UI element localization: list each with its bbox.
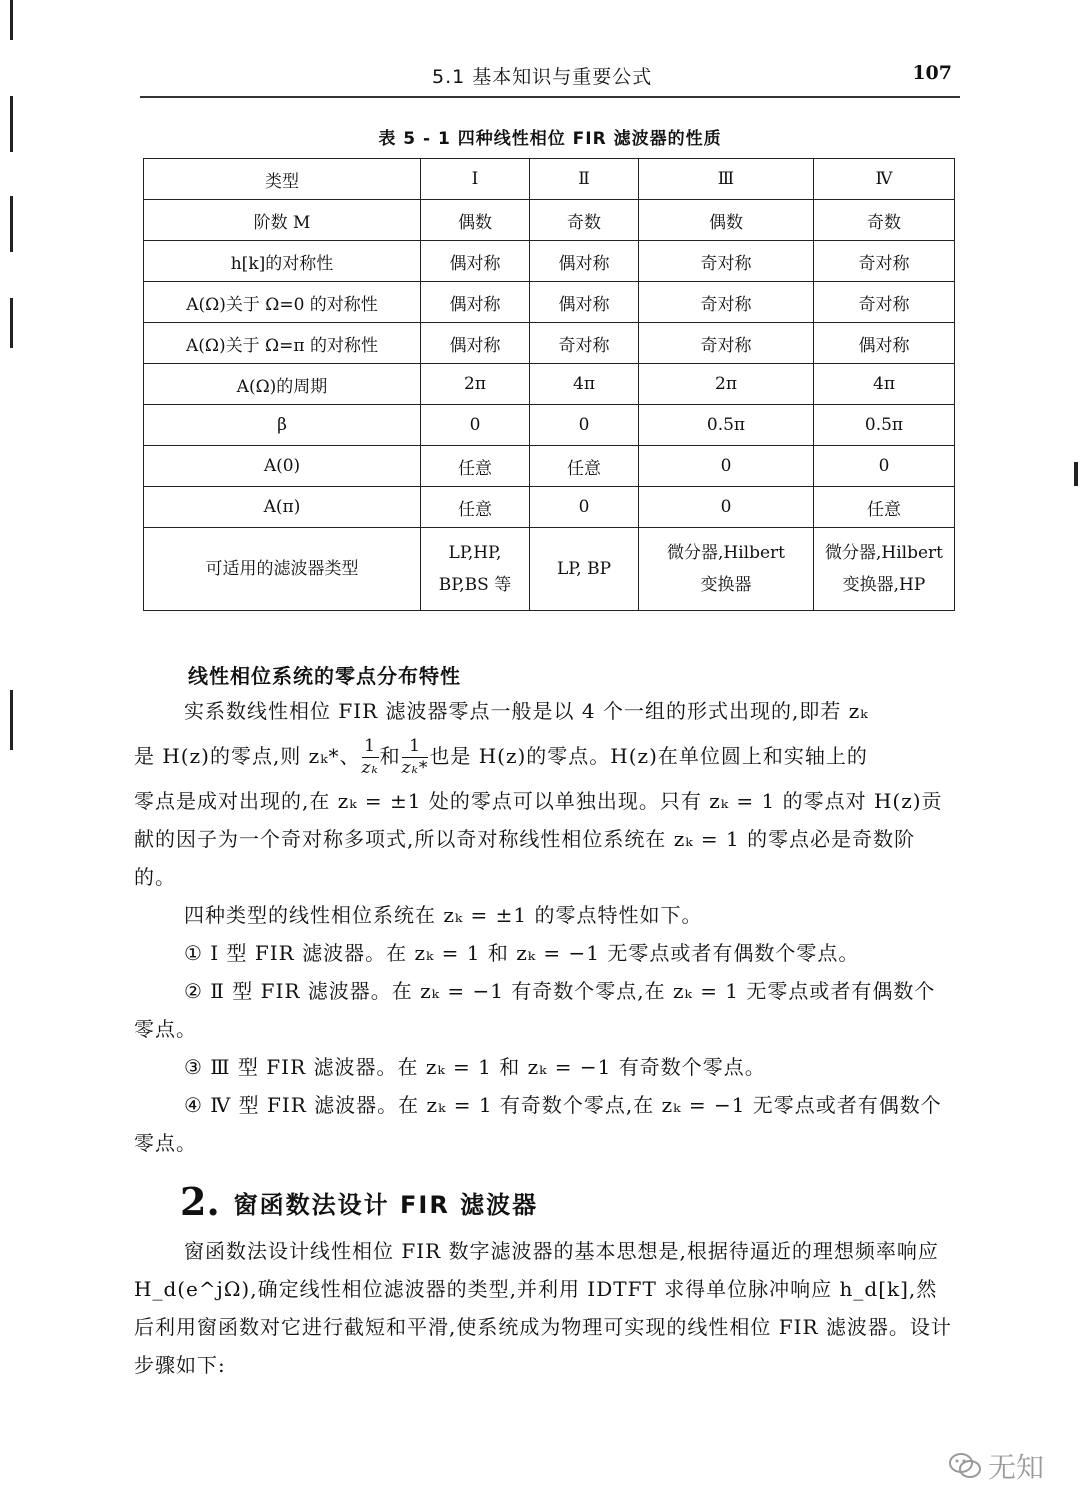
- table-cell: 0: [639, 446, 814, 487]
- table-cell: 奇数: [530, 200, 639, 241]
- table-row: [144, 487, 955, 528]
- column-header: 类型: [144, 159, 421, 200]
- table-cell: 0: [639, 487, 814, 528]
- table-cell: 奇对称: [639, 241, 814, 282]
- list-item: ④ Ⅳ 型 FIR 滤波器。在 zₖ = 1 有奇数个零点,在 zₖ = −1 无零点或者有偶数个零点。: [134, 1093, 942, 1155]
- table-cell: 奇对称: [814, 241, 955, 282]
- paragraph: 四种类型的线性相位系统在 zₖ = ±1 的零点特性如下。: [184, 903, 703, 927]
- row-label: β: [144, 405, 421, 446]
- row-label: h[k]的对称性: [144, 241, 421, 282]
- table-cell: 偶对称: [421, 241, 530, 282]
- table-row: [144, 405, 955, 446]
- table-row: [144, 323, 955, 364]
- cell-line: 微分器,Hilbert: [666, 543, 785, 563]
- scan-edge-mark: [10, 196, 13, 252]
- table-cell: 任意: [421, 446, 530, 487]
- table-header-row: [144, 159, 955, 200]
- row-label: 阶数 M: [144, 200, 421, 241]
- scan-edge-mark: [10, 298, 13, 348]
- table-cell: 2π: [421, 364, 530, 405]
- scan-edge-mark: [10, 690, 13, 750]
- column-header: Ⅱ: [530, 159, 639, 200]
- fraction-denominator: zₖ*: [401, 758, 429, 778]
- row-label: 可适用的滤波器类型: [144, 528, 421, 611]
- section-heading: [180, 1176, 538, 1224]
- table-cell: 奇对称: [639, 282, 814, 323]
- column-header: Ⅰ: [421, 159, 530, 200]
- paragraph-line: 实系数线性相位 FIR 滤波器零点一般是以 4 个一组的形式出现的,即若 zₖ: [184, 699, 869, 723]
- table-cell: 偶对称: [421, 282, 530, 323]
- table-row: [144, 241, 955, 282]
- table-row: [144, 446, 955, 487]
- table-cell: 0: [530, 405, 639, 446]
- fraction-denominator: zₖ: [361, 758, 379, 778]
- list-item: ③ Ⅲ 型 FIR 滤波器。在 zₖ = 1 和 zₖ = −1 有奇数个零点。: [184, 1055, 766, 1079]
- section-number: 2.: [180, 1179, 220, 1224]
- column-header: Ⅳ: [814, 159, 955, 200]
- section-title: 窗函数法设计 FIR 滤波器: [233, 1191, 539, 1219]
- fraction: [402, 738, 429, 777]
- row-label: A(π): [144, 487, 421, 528]
- table-row: [144, 200, 955, 241]
- chat-bubble-icon: [948, 1451, 982, 1481]
- table-row: [144, 528, 955, 611]
- running-head: [140, 60, 960, 98]
- row-label: A(Ω)关于 Ω=π 的对称性: [144, 323, 421, 364]
- table-cell: 偶数: [421, 200, 530, 241]
- table-caption: 表 5 - 1 四种线性相位 FIR 滤波器的性质: [378, 129, 722, 149]
- table-cell: 0.5π: [639, 405, 814, 446]
- paragraph-line: [134, 730, 956, 782]
- row-label: A(0): [144, 446, 421, 487]
- section-title: 5.1 基本知识与重要公式: [432, 66, 653, 88]
- page-number: 107: [912, 62, 952, 84]
- table-cell: 0: [530, 487, 639, 528]
- table-cell: 奇对称: [530, 323, 639, 364]
- table-cell: 4π: [814, 364, 955, 405]
- paragraph: 窗函数法设计线性相位 FIR 数字滤波器的基本思想是,根据待逼近的理想频率响应 H_d(e^jΩ),确定线性相位滤波器的类型,并利用 IDTFT 求得单位脉冲响应 h_d[k],然后利用窗函数对它进行截短和平滑,使系统成为物理可实现的线性相位 FIR 滤波器。设计步骤如下:: [134, 1239, 952, 1377]
- section2-body: [134, 1232, 956, 1384]
- table-cell: 任意: [421, 487, 530, 528]
- table-cell: 0.5π: [814, 405, 955, 446]
- table-cell: [814, 528, 955, 611]
- table-cell: 任意: [530, 446, 639, 487]
- table-cell: 2π: [639, 364, 814, 405]
- table-row: [144, 282, 955, 323]
- scan-edge-mark: [10, 96, 13, 152]
- cell-line: BP,BS 等: [438, 575, 512, 595]
- table-cell: [639, 528, 814, 611]
- table-cell: 偶对称: [530, 282, 639, 323]
- cell-line: 微分器,Hilbert: [824, 543, 943, 563]
- zeros-body: [134, 692, 956, 1162]
- table-cell: LP, BP: [530, 528, 639, 611]
- table-cell: 偶对称: [421, 323, 530, 364]
- list-item: ② Ⅱ 型 FIR 滤波器。在 zₖ = −1 有奇数个零点,在 zₖ = 1 无零点或者有偶数个零点。: [134, 979, 936, 1041]
- table-cell: [421, 528, 530, 611]
- table-cell: 偶对称: [530, 241, 639, 282]
- scan-edge-mark: [1074, 462, 1078, 486]
- table-cell: 偶数: [639, 200, 814, 241]
- fraction-numerator: 1: [362, 738, 379, 758]
- scan-edge-mark: [10, 0, 13, 40]
- properties-table: [143, 158, 955, 611]
- cell-line: 变换器,HP: [842, 575, 926, 595]
- table-cell: 偶对称: [814, 323, 955, 364]
- table-cell: 4π: [530, 364, 639, 405]
- fraction-numerator: 1: [402, 738, 429, 758]
- row-label: A(Ω)关于 Ω=0 的对称性: [144, 282, 421, 323]
- column-header: Ⅲ: [639, 159, 814, 200]
- text-run: 也是 H(z)的零点。H(z)在单位圆上和实轴上的: [429, 744, 868, 768]
- table-cell: 奇对称: [814, 282, 955, 323]
- cell-line: LP,HP,: [448, 543, 502, 563]
- paragraph: 零点是成对出现的,在 zₖ = ±1 处的零点可以单独出现。只有 zₖ = 1 的零点对 H(z)贡献的因子为一个奇对称多项式,所以奇对称线性相位系统在 zₖ = 1 的零点必是奇数阶的。: [134, 789, 943, 889]
- text-run: 和: [379, 744, 401, 768]
- list-item: ① Ⅰ 型 FIR 滤波器。在 zₖ = 1 和 zₖ = −1 无零点或者有偶数个零点。: [184, 941, 860, 965]
- table-cell: 奇数: [814, 200, 955, 241]
- cell-line: 变换器: [700, 575, 752, 595]
- table-cell: 奇对称: [639, 323, 814, 364]
- table-cell: 任意: [814, 487, 955, 528]
- text-run: 是 H(z)的零点,则 zₖ*、: [134, 744, 361, 768]
- row-label: A(Ω)的周期: [144, 364, 421, 405]
- zeros-heading: 线性相位系统的零点分布特性: [188, 664, 461, 688]
- watermark-text: 无知: [987, 1451, 1044, 1484]
- watermark: [948, 1446, 1044, 1486]
- table-cell: 0: [814, 446, 955, 487]
- fraction: [362, 738, 379, 777]
- table-cell: 0: [421, 405, 530, 446]
- table-row: [144, 364, 955, 405]
